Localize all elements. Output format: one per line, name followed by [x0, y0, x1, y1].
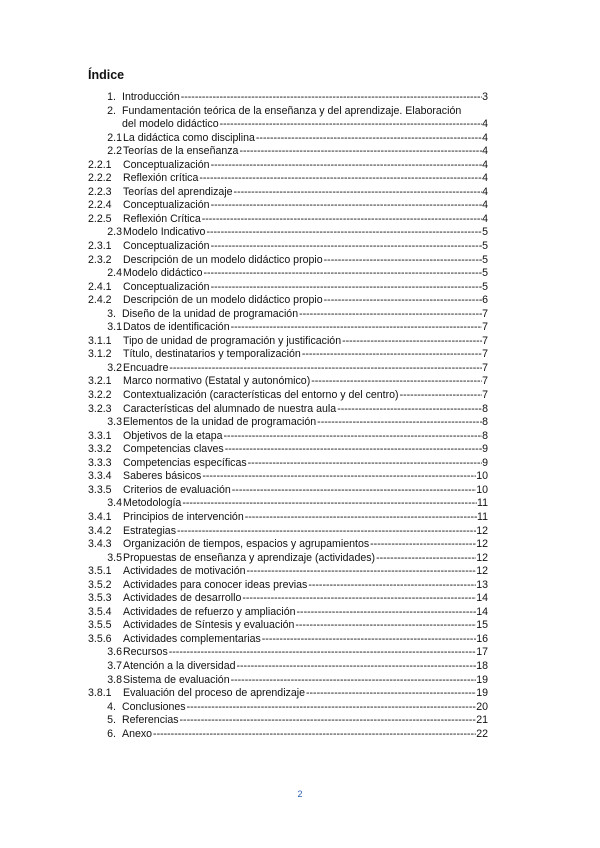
toc-leader: [152, 728, 476, 742]
toc-number: 1.: [107, 91, 116, 103]
toc-entry-link[interactable]: [123, 579, 488, 593]
toc-page: 7: [482, 334, 488, 347]
toc-number: 3.3.5: [88, 483, 112, 496]
toc-entry-link[interactable]: [122, 308, 488, 322]
toc-number: 3.2.2: [88, 389, 112, 402]
toc-page: 12: [476, 565, 488, 578]
toc-page: 7: [482, 307, 488, 320]
toc-row: [0, 687, 600, 701]
toc-title: Conceptualización: [123, 280, 210, 293]
toc-number: 3.5.6: [88, 632, 112, 645]
toc-page: 4: [482, 212, 488, 225]
toc-number: 2.2.4: [88, 199, 112, 212]
toc-page: 7: [482, 361, 488, 374]
toc-number: 3.5.2: [88, 578, 112, 591]
toc-leader: [210, 240, 483, 254]
toc-leader: [205, 226, 482, 240]
toc-leader: [247, 457, 482, 471]
toc-row: [0, 457, 600, 471]
toc-page: 10: [476, 470, 488, 483]
toc-entry-link[interactable]: [122, 728, 488, 742]
toc-title: Estrategias: [123, 524, 176, 537]
toc-number: 3.4: [107, 497, 122, 510]
toc-row: [0, 172, 600, 186]
toc-leader: [341, 335, 482, 349]
toc-title: Teorías del aprendizaje: [123, 185, 233, 198]
toc-number: 2.3: [107, 226, 122, 239]
toc-title: Modelo Indicativo: [123, 226, 206, 239]
toc-title: Características del alumnado de nuestra aula: [123, 402, 337, 415]
toc-entry-link[interactable]: [123, 592, 488, 606]
toc-row: [0, 552, 600, 566]
toc-row: [0, 389, 600, 403]
toc-heading: Índice: [88, 68, 125, 82]
toc-row: [0, 728, 600, 742]
toc-number: 3.1: [107, 321, 122, 334]
toc-title: Actividades de Síntesis y evaluación: [123, 619, 295, 632]
toc-title: Encuadre: [123, 361, 169, 374]
toc-title: Metodología: [123, 497, 182, 510]
toc-row: [0, 91, 600, 105]
toc-row: [0, 145, 600, 159]
toc-leader: [323, 254, 482, 268]
toc-entry-link[interactable]: [123, 186, 488, 200]
toc-page: 5: [482, 267, 488, 280]
toc-entry-link[interactable]: [123, 321, 488, 335]
toc-title: Conceptualización: [123, 158, 210, 171]
toc-title: Propuestas de enseñanza y aprendizaje (actividades): [123, 551, 376, 564]
toc-leader: [223, 430, 483, 444]
toc-number: 2.2.2: [88, 172, 112, 185]
toc-page: 9: [482, 456, 488, 469]
toc-leader: [241, 592, 476, 606]
toc-number: 3.2: [107, 361, 122, 374]
toc-page: 4: [482, 118, 488, 131]
toc-page: 7: [482, 375, 488, 388]
toc-leader: [233, 186, 483, 200]
toc-leader: [399, 389, 483, 403]
toc-row: [0, 105, 600, 119]
toc-title: Contextualización (características del entorno y del centro): [123, 389, 399, 402]
toc-entry-link[interactable]: [123, 348, 488, 362]
toc-page: 20: [476, 700, 488, 713]
toc-row: [0, 633, 600, 647]
toc-number: 2.2: [107, 145, 122, 158]
toc-title: Descripción de un modelo didáctico propio: [123, 294, 323, 307]
toc-leader: [210, 159, 483, 173]
toc-page: 9: [482, 443, 488, 456]
toc-row: [0, 592, 600, 606]
toc-row: [0, 646, 600, 660]
toc-title: Reflexión crítica: [123, 172, 199, 185]
toc-leader: [261, 633, 476, 647]
toc-number: 3.3: [107, 416, 122, 429]
toc-entry-link[interactable]: [123, 511, 488, 525]
toc-row: [0, 118, 600, 132]
toc-entry-link[interactable]: [122, 91, 488, 105]
toc-page: 4: [482, 199, 488, 212]
toc-number: 6.: [107, 727, 116, 740]
toc-leader: [305, 687, 476, 701]
toc-entry-link[interactable]: [123, 619, 488, 633]
toc-entry-link[interactable]: [123, 254, 488, 268]
toc-row: [0, 619, 600, 633]
toc-page: 3: [482, 91, 488, 103]
toc-page: 4: [482, 172, 488, 185]
toc-page: 10: [476, 483, 488, 496]
toc-entry-link[interactable]: [123, 281, 488, 295]
toc-entry-link[interactable]: [123, 633, 488, 647]
toc-title: La didáctica como disciplina: [123, 131, 255, 144]
toc-row: [0, 660, 600, 674]
toc-number: 4.: [107, 700, 116, 713]
toc-number: 3.4.3: [88, 538, 112, 551]
toc-leader: [238, 145, 482, 159]
toc-entry-link[interactable]: [123, 457, 488, 471]
toc-leader: [230, 321, 483, 335]
toc-page: 17: [476, 646, 488, 659]
toc-page: 22: [476, 727, 488, 740]
toc-title: Título, destinatarios y temporalización: [123, 348, 301, 361]
toc-title: Sistema de evaluación: [123, 673, 230, 686]
toc-entry-link[interactable]: [122, 701, 488, 715]
toc-title: Principios de intervención: [123, 510, 244, 523]
toc-leader: [296, 606, 477, 620]
toc-title: Actividades de desarrollo: [123, 592, 242, 605]
toc-number: 3.: [107, 307, 116, 320]
toc-leader: [244, 511, 477, 525]
toc-entry-link[interactable]: [123, 416, 488, 430]
toc-row: [0, 321, 600, 335]
toc-number: 3.1.1: [88, 334, 112, 347]
toc-row: [0, 714, 600, 728]
toc-row: [0, 213, 600, 227]
toc-entry-link[interactable]: [122, 105, 488, 119]
toc-number: 3.5.5: [88, 619, 112, 632]
toc-number: 2.2.1: [88, 158, 112, 171]
toc-entry-link[interactable]: [123, 403, 488, 417]
toc-number: 3.4.2: [88, 524, 112, 537]
toc-title: Actividades complementarias: [123, 632, 261, 645]
toc-title: Recursos: [123, 646, 168, 659]
toc-entry-link[interactable]: [123, 443, 488, 457]
toc-entry-link[interactable]: [123, 199, 488, 213]
toc-number: 2.3.2: [88, 253, 112, 266]
toc-number: 2.1: [107, 131, 122, 144]
toc-title: Tipo de unidad de programación y justificación: [123, 334, 342, 347]
toc-leader: [219, 118, 483, 132]
toc-entry-link[interactable]: [123, 660, 488, 674]
toc-leader: [245, 565, 476, 579]
toc-leader: [168, 362, 482, 376]
toc-title: Introducción: [122, 91, 180, 103]
toc-page: 18: [476, 659, 488, 672]
toc-page: 19: [476, 687, 488, 700]
toc-number: 2.4.1: [88, 280, 112, 293]
toc-leader: [298, 308, 482, 322]
toc-title: Datos de identificación: [123, 321, 230, 334]
toc-leader: [201, 470, 476, 484]
toc-leader: [255, 132, 482, 146]
page-number: 2: [297, 789, 303, 799]
toc-row: [0, 240, 600, 254]
toc-title: Competencias específicas: [123, 456, 247, 469]
toc-number: 2.4: [107, 267, 122, 280]
toc-number: 3.6: [107, 646, 122, 659]
toc-number: 3.5.3: [88, 592, 112, 605]
toc-number: 3.8.1: [88, 687, 112, 700]
toc-row: [0, 565, 600, 579]
toc-leader: [203, 267, 483, 281]
toc-row: [0, 294, 600, 308]
toc-row: [0, 335, 600, 349]
toc-title: Marco normativo (Estatal y autonómico): [123, 375, 311, 388]
toc-number: 3.5.4: [88, 605, 112, 618]
toc-number: 2.2.5: [88, 212, 112, 225]
toc-entry-link[interactable]: [123, 497, 488, 511]
toc-page: 7: [482, 389, 488, 402]
toc-page: 12: [476, 524, 488, 537]
toc-page: 4: [482, 131, 488, 144]
toc-number: 3.3.4: [88, 470, 112, 483]
toc-number: 3.2.3: [88, 402, 112, 415]
toc-row: [0, 484, 600, 498]
toc-leader: [235, 660, 476, 674]
toc-row: [0, 525, 600, 539]
toc-row: [0, 430, 600, 444]
toc-leader: [168, 646, 476, 660]
toc-page: 13: [476, 578, 488, 591]
toc-leader: [179, 714, 477, 728]
toc-number: 3.5.1: [88, 565, 112, 578]
toc-number: 3.1.2: [88, 348, 112, 361]
toc-title: Diseño de la unidad de programación: [122, 307, 299, 320]
toc-entry-link[interactable]: [123, 213, 488, 227]
toc-leader: [224, 443, 482, 457]
toc-page: 12: [476, 538, 488, 551]
toc-leader: [181, 497, 477, 511]
toc-row: [0, 538, 600, 552]
toc-row: [0, 132, 600, 146]
toc-leader: [369, 538, 476, 552]
toc-title: Modelo didáctico: [123, 267, 203, 280]
toc-title: Conceptualización: [123, 199, 210, 212]
toc-number: 3.3.3: [88, 456, 112, 469]
toc-number: 2.3.1: [88, 240, 112, 253]
toc-entry-link[interactable]: [123, 538, 488, 552]
toc-row: [0, 199, 600, 213]
toc-title: Actividades para conocer ideas previas: [123, 578, 308, 591]
toc-entry-link[interactable]: [123, 145, 488, 159]
toc-page: 16: [476, 632, 488, 645]
toc-row: [0, 254, 600, 268]
toc-leader: [230, 674, 477, 688]
toc-title: Atención a la diversidad: [123, 659, 236, 672]
toc-leader: [323, 294, 482, 308]
toc-page: 21: [476, 714, 488, 727]
toc-page: 4: [482, 185, 488, 198]
toc-page: 11: [477, 510, 488, 523]
toc-row: [0, 511, 600, 525]
toc-leader: [336, 403, 482, 417]
toc-title: Teorías de la enseñanza: [123, 145, 239, 158]
toc-row: [0, 701, 600, 715]
toc-entry-link[interactable]: [123, 470, 488, 484]
toc-title: Elementos de la unidad de programación: [123, 416, 317, 429]
toc-page: 8: [482, 416, 488, 429]
toc-entry-link[interactable]: [123, 240, 488, 254]
toc-page: 14: [476, 592, 488, 605]
toc-title: Saberes básicos: [123, 470, 202, 483]
toc-page: 4: [482, 145, 488, 158]
toc-entry-link[interactable]: [123, 132, 488, 146]
toc-leader: [375, 552, 476, 566]
toc-page: 7: [482, 321, 488, 334]
toc-number: 3.3.1: [88, 429, 112, 442]
toc-page: 6: [482, 294, 488, 307]
toc-leader: [294, 619, 476, 633]
toc-leader: [316, 416, 482, 430]
toc-title: Fundamentación teórica de la enseñanza y del aprendizaje. Elaboración: [122, 104, 462, 117]
toc-page: 14: [476, 605, 488, 618]
toc-number: 3.2.1: [88, 375, 112, 388]
toc-leader: [310, 375, 482, 389]
toc-title: Referencias: [122, 714, 179, 727]
toc-page: 5: [482, 253, 488, 266]
toc-row: [0, 470, 600, 484]
toc-leader: [210, 281, 483, 295]
toc-entry-link[interactable]: [123, 226, 488, 240]
toc-row: [0, 159, 600, 173]
toc-page: 5: [482, 240, 488, 253]
toc-row: [0, 606, 600, 620]
toc-title: Actividades de motivación: [123, 565, 246, 578]
toc-number: 3.5: [107, 551, 122, 564]
toc-number: 2.2.3: [88, 185, 112, 198]
toc-row: [0, 375, 600, 389]
toc-row: [0, 186, 600, 200]
toc-row: [0, 674, 600, 688]
toc-page: 8: [482, 402, 488, 415]
toc-entry-link[interactable]: [123, 335, 488, 349]
toc-row: [0, 267, 600, 281]
toc-page: 19: [476, 673, 488, 686]
toc-leader: [180, 91, 482, 105]
toc-entry-link[interactable]: [123, 687, 488, 701]
toc-row: [0, 281, 600, 295]
toc-page: 15: [476, 619, 488, 632]
toc-page: 11: [477, 497, 488, 510]
toc-entry-link[interactable]: [123, 430, 488, 444]
toc-title: Organización de tiempos, espacios y agrupamientos: [123, 538, 370, 551]
toc-row: [0, 416, 600, 430]
toc-leader: [186, 701, 477, 715]
toc-title: Conclusiones: [122, 700, 186, 713]
toc-entry-link[interactable]: [123, 389, 488, 403]
toc-row: [0, 308, 600, 322]
toc-page: 7: [482, 348, 488, 361]
toc-number: 3.8: [107, 673, 122, 686]
toc-row: [0, 443, 600, 457]
toc-entry-link[interactable]: [123, 646, 488, 660]
toc-entry-link[interactable]: [123, 294, 488, 308]
toc-entry-link[interactable]: [123, 375, 488, 389]
toc-number: 2.4.2: [88, 294, 112, 307]
toc-row: [0, 226, 600, 240]
toc-leader: [176, 525, 476, 539]
toc-number: 2.: [107, 104, 116, 117]
toc-title: Descripción de un modelo didáctico propio: [123, 253, 323, 266]
toc-number: 3.3.2: [88, 443, 112, 456]
toc-page: 5: [482, 280, 488, 293]
toc-title: Anexo: [122, 727, 153, 740]
toc-entry-link[interactable]: [123, 674, 488, 688]
toc-entry-link[interactable]: [123, 172, 488, 186]
toc-leader: [198, 172, 482, 186]
toc-leader: [301, 348, 482, 362]
toc-entry-link[interactable]: [123, 267, 488, 281]
toc-title: Conceptualización: [123, 240, 210, 253]
toc-entry-link[interactable]: [123, 606, 488, 620]
toc-number: 3.7: [107, 659, 122, 672]
toc-page: 12: [476, 551, 488, 564]
toc-entry-link[interactable]: [123, 159, 488, 173]
toc-entry-link[interactable]: [122, 118, 488, 132]
toc-number: 3.4.1: [88, 510, 112, 523]
toc-number: 5.: [107, 714, 116, 727]
toc-entry-link[interactable]: [123, 484, 488, 498]
toc-row: [0, 403, 600, 417]
toc-entry-link[interactable]: [123, 565, 488, 579]
toc-title: del modelo didáctico: [122, 118, 219, 131]
toc-title: Criterios de evaluación: [123, 483, 231, 496]
toc-leader: [201, 213, 482, 227]
table-of-contents: [0, 91, 600, 741]
toc-leader: [210, 199, 483, 213]
toc-row: [0, 348, 600, 362]
toc-title: Objetivos de la etapa: [123, 429, 223, 442]
toc-title: Competencias claves: [123, 443, 224, 456]
toc-page: 8: [482, 429, 488, 442]
toc-row: [0, 579, 600, 593]
toc-entry-link[interactable]: [123, 552, 488, 566]
toc-row: [0, 497, 600, 511]
toc-entry-link[interactable]: [122, 714, 488, 728]
toc-row: [0, 362, 600, 376]
toc-entry-link[interactable]: [123, 362, 488, 376]
toc-leader: [307, 579, 476, 593]
toc-title: Reflexión Crítica: [123, 212, 201, 225]
toc-entry-link[interactable]: [123, 525, 488, 539]
toc-page: 4: [482, 158, 488, 171]
toc-title: Evaluación del proceso de aprendizaje: [123, 687, 305, 700]
toc-page: 5: [482, 226, 488, 239]
toc-title: Actividades de refuerzo y ampliación: [123, 605, 296, 618]
toc-leader: [231, 484, 476, 498]
